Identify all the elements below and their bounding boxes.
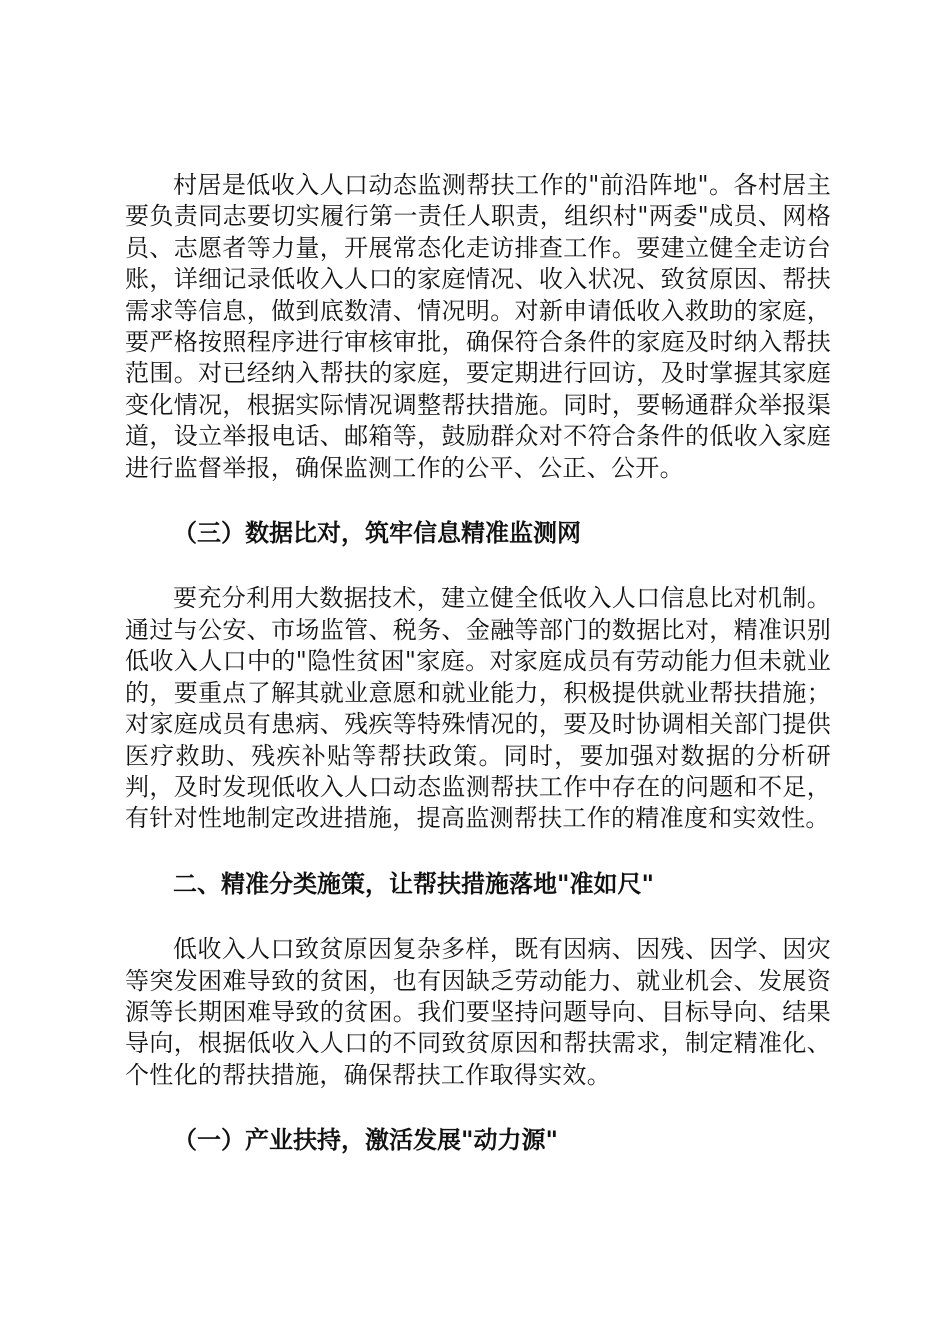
paragraph-spacer <box>125 484 831 518</box>
paragraph-poverty-causes: 低收入人口致贫原因复杂多样，既有因病、因残、因学、因灾等突发困难导致的贫困，也有因缺乏劳动能力、就业机会、发展资源等长期困难导致的贫困。我们要坚持问题导向、目标导向、结果导向，根据低收入人口的不同致贫原因和帮扶需求，制定精准化、个性化的帮扶措施，确保帮扶工作取得实效。 <box>125 935 831 1089</box>
heading-spacer <box>125 900 831 934</box>
paragraph-village-monitoring: 村居是低收入人口动态监测帮扶工作的"前沿阵地"。各村居主要负责同志要切实履行第一责任人职责，组织村"两委"成员、网格员、志愿者等力量，开展常态化走访排查工作。要建立健全走访台账，详细记录低收入人口的家庭情况、收入状况、致贫原因、帮扶需求等信息，做到底数清、情况明。对新申请低收入救助的家庭，要严格按照程序进行审核审批，确保符合条件的家庭及时纳入帮扶范围。对已经纳入帮扶的家庭，要定期进行回访，及时掌握其家庭变化情况，根据实际情况调整帮扶措施。同时，要畅通群众举报渠道，设立举报电话、邮箱等，鼓励群众对不符合条件的低收入家庭进行监督举报，确保监测工作的公平、公正、公开。 <box>125 171 831 482</box>
section-heading-precise-policy: 二、精准分类施策，让帮扶措施落地"准如尺" <box>173 869 655 898</box>
heading-spacer <box>125 549 831 583</box>
section-heading-data-comparison: （三）数据比对，筑牢信息精准监测网 <box>173 519 581 548</box>
paragraph-big-data: 要充分利用大数据技术，建立健全低收入人口信息比对机制。通过与公安、市场监管、税务、金融等部门的数据比对，精准识别低收入人口中的"隐性贫困"家庭。对家庭成员有劳动能力但未就业的，要重点了解其就业意愿和就业能力，积极提供就业帮扶措施；对家庭成员有患病、残疾等特殊情况的，要及时协调相关部门提供医疗救助、残疾补贴等帮扶政策。同时，要加强对数据的分析研判，及时发现低收入人口动态监测帮扶工作中存在的问题和不足，有针对性地制定改进措施，提高监测帮扶工作的精准度和实效性。 <box>125 584 831 833</box>
document-body <box>125 170 831 1157</box>
paragraph-spacer <box>125 835 831 869</box>
paragraph-spacer <box>125 1091 831 1125</box>
section-heading-industry-support: （一）产业扶持，激活发展"动力源" <box>173 1126 559 1155</box>
